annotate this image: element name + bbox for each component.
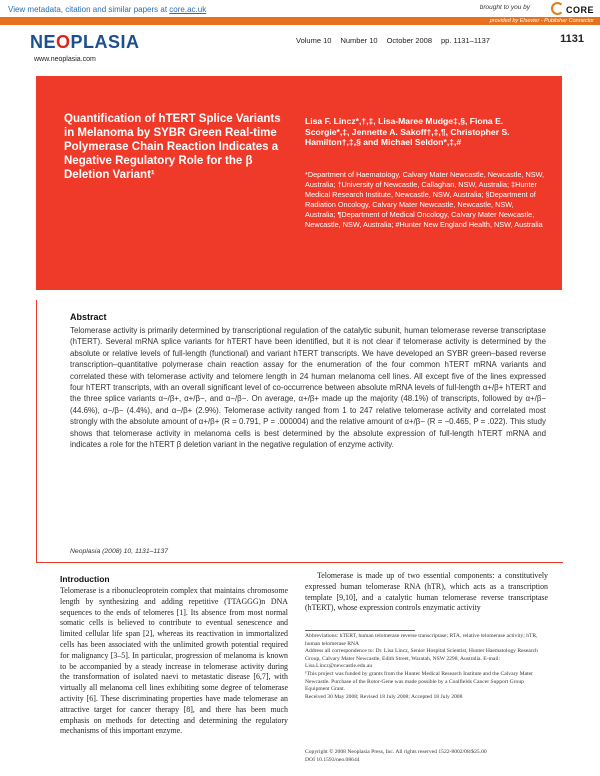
volume: Volume 10 [296,36,332,45]
copyright-block [305,749,548,764]
introduction-heading: Introduction [60,574,110,584]
intro-paragraph-2: Telomerase is made up of two essential components: a constitutively expressed human telomerase RNA (hTR), which acts as a transcription template [9,10], and a catalytic human telomerase reverse transcriptase (hTERT), whose expression controls enzymatic activity [305,571,548,613]
footnote-divider [305,630,415,631]
core-metadata-link-bar [8,5,206,14]
copyright-line: Copyright © 2008 Neoplasia Press, Inc. All rights reserved 1522-8002/08/$25.00 [305,749,487,755]
issue-date: October 2008 [386,36,433,45]
footnote-abbreviations: Abbreviations: hTERT, human telomerase reverse transcriptase; RTA, relative telomerase activity; hTR, human telomerase RNA [305,633,538,647]
affiliations: *Department of Haematology, Calvary Mater Newcastle, Newcastle, NSW, Australia; †University of Newcastle, Callaghan, NSW, Australia; ‡Hunter Medical Research Institute, Newcastle, NSW, Australia; §Department of Radiation Oncology, Calvary Mater Newcastle, Newcastle, NSW, Australia; ¶Department of Medical Oncology, Calvary Mater Newcastle, Newcastle, NSW, Australia; #Hunter New England Health, NSW, Australia [305,170,545,229]
intro-column-right [305,571,548,614]
logo-prefix: NE [30,32,57,52]
page-range: pp. 1131–1137 [441,36,490,45]
provider-text: provided by Elsevier - Publisher Connector [489,18,594,24]
journal-issue-info [296,36,499,45]
journal-logo [30,32,140,53]
provider-strip [0,17,600,25]
author-list: Lisa F. Lincz*,†,‡, Lisa-Maree Mudge‡,§, Fiona E. Scorgie*,‡, Jennette A. Sakoff†,‡,¶, Christopher S. Hamilton†,‡,§ and Michael Seldon*,‡,# [305,116,510,147]
core-link[interactable]: core.ac.uk [169,5,207,14]
logo-o: O [56,32,71,52]
metadata-text: View metadata, citation and similar papers at [8,5,170,14]
footnotes [305,633,548,701]
citation-line: Neoplasia (2008) 10, 1131–1137 [70,548,169,555]
doi-line: DOI 10.1593/neo.08644 [305,756,360,763]
journal-website[interactable]: www.neoplasia.com [34,56,96,63]
article-title: Quantification of hTERT Splice Variants in Melanoma by SYBR Green Real-time Polymerase Chain Reaction Indicates a Negative Regulatory Role for the β Deletion Variant¹ [64,113,281,181]
brought-to-you-text: brought to you by [479,4,530,11]
abstract-body: Telomerase activity is primarily determined by transcriptional regulation of the catalytic subunit, human telomerase reverse transcriptase (hTERT). Several mRNA splice variants for hTERT have been identified, but it is not clear if telomerase activity is determined by the absolute or relative levels of full-length (functional) and variant hTERT transcripts. We have developed an SYBR green–based reverse transcription–quantitative polymerase chain reaction assay for the enumeration of the four common hTERT mRNA variants and correlated these with telomerase activity and telomere length in 24 human melanoma cell lines. All except five of the lines expressed four hTERT transcripts, with an overall significant level of co-occurrence between absolute mRNA levels of full-length α+/β+ hTERT and the three splice variants α−/β+, α+/β−, and α−/β−. On average, α+/β+ made up the majority (48.1%) of transcripts, followed by α+/β− (44.6%), α−/β− (4.4%), and α−/β+ (2.9%). Telomerase activity ranged from 1 to 247 relative telomerase activity and correlated most strongly with the absolute amount of α+/β+ (R = 0.791, P = .000004) and the relative amount of α+/β− (R = −0.465, P = .022). This study shows that telomerase activity in melanoma cells is best determined by the absolute expression of full-length hTERT mRNA and indicates a role for the hTERT β deletion variant in the negative regulation of enzyme activity. [70,326,546,450]
page-number: 1131 [560,33,584,45]
footnote-received: Received 30 May 2008; Revised 18 July 2008; Accepted 18 July 2008 [305,693,463,700]
logo-suffix: PLASIA [70,32,140,52]
issue-number: Number 10 [340,36,378,45]
core-logo[interactable] [551,2,594,15]
intro-paragraph-1: Telomerase is a ribonucleoprotein complex that maintains chromosome length by synthesizing and adding repetitive (TTAGGG)n DNA sequences to the ends of telomeres [1]. Its absence from most normal somatic cells is believed to contribute to eventual senescence and limited cellular life span [2], whereas its reactivation in immortalized cells has been associated with the unlimited growth potential required for malignancy [3–5]. In particular, progression of melanoma is known to be accompanied by a steady increase in telomerase activity during the transformation of isolated naevi to metastatic disease [6,7], with virtually all melanoma cell lines exhibiting some degree of telomerase activity [6]. These discriminating properties have made telomerase an attractive target for cancer therapy [8], and there has been much emphasis on methods for detecting and determining the regulatory mechanisms of this important enzyme. [60,586,288,736]
footnote-address: Address all correspondence to: Dr. Lisa Lincz, Senior Hospital Scientist, Hunter Haematology Research Group, Calvary Mater Newcastle, Edith Street, Waratah, NSW 2298, Australia. E-mail: Lisa.Lincz@newcastle.edu.au [305,648,538,670]
footnote-funding: ¹This project was funded by grants from the Hunter Medical Research Institute and the Calvary Mater Newcastle. Purchase of the Rotor-Gene was made possible by a Coalfields Cancer Support Group Equipment Grant. [305,670,533,693]
core-label: CORE [565,5,594,15]
abstract-heading: Abstract [70,312,107,322]
core-icon [551,2,564,15]
intro-column-left [60,586,288,737]
